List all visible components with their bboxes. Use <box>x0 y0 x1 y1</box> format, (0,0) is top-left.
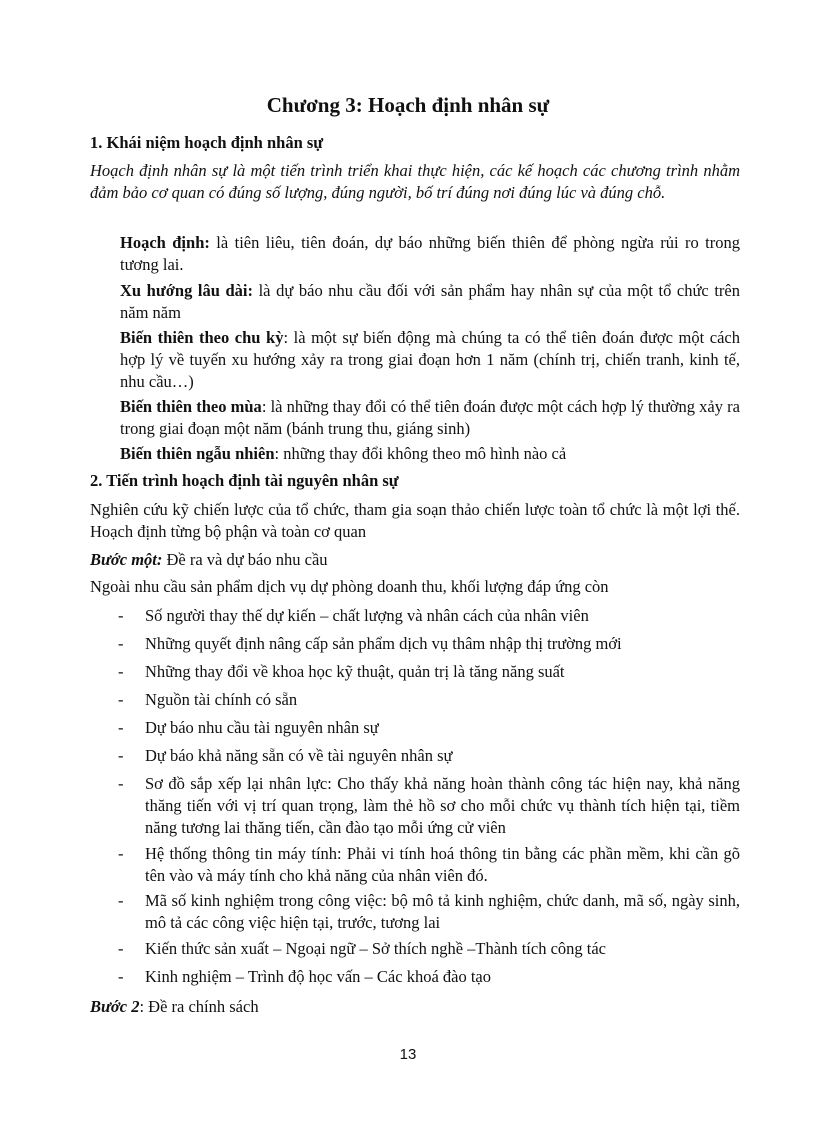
bullet-marker: - <box>118 662 124 681</box>
definition-term: Biến thiên theo mùa <box>120 397 262 416</box>
section-2-heading: 2. Tiến trình hoạch định tài nguyên nhân sự <box>90 471 399 490</box>
definition-text: : là những thay đổi có thể tiên đoán được một cách hợp lý thường xảy ra trong giai đoạn một năm (bánh trung thu, giáng sinh) <box>120 397 741 438</box>
list-item: - Dự báo nhu cầu tài nguyên nhân sự <box>118 718 379 737</box>
chapter-title: Chương 3: Hoạch định nhân sự <box>266 93 550 117</box>
step-2-text: : Đề ra chính sách <box>139 997 259 1016</box>
section-1-intro: Hoạch định nhân sự là một tiến trình triển khai thực hiện, các kế hoạch các chương trình nhằm đảm bảo cơ quan có đúng số lượng, đúng người, bố trí đúng nơi đúng lúc và đúng chỗ. <box>90 161 740 202</box>
list-item: - Nguồn tài chính có sẵn <box>118 690 298 709</box>
definition-text: là tiên liêu, tiên đoán, dự báo những biến thiên để phòng ngừa rủi ro trong tương lai. <box>120 233 740 274</box>
bullet-marker: - <box>118 634 124 653</box>
section-1-heading: 1. Khái niệm hoạch định nhân sự <box>90 133 324 152</box>
definition-text: : những thay đổi không theo mô hình nào cả <box>274 444 567 463</box>
definition-xu-huong <box>120 280 740 324</box>
list-item: - Số người thay thế dự kiến – chất lượng và nhân cách của nhân viên <box>118 606 589 625</box>
definition-term: Hoạch định: <box>120 233 210 252</box>
bullet-marker: - <box>118 967 124 986</box>
list-item: - Sơ đồ sắp xếp lại nhân lực: Cho thấy khả năng hoàn thành công tác hiện nay, khả năng thăng tiến với vị trí quan trọng, làm thẻ hồ sơ cho mỗi chức vụ thành tích hiện tại, tiềm năng tương lai thăng tiến, cần đào tạo mỗi ứng cử viên <box>118 774 740 837</box>
list-item: - Kiến thức sản xuất – Ngoại ngữ – Sở thích nghề –Thành tích công tác <box>118 939 607 958</box>
definition-term: Biến thiên theo chu kỳ <box>120 328 284 347</box>
definition-hoach-dinh <box>120 232 740 276</box>
section-2-intro: Nghiên cứu kỹ chiến lược của tổ chức, tham gia soạn thảo chiến lược toàn tổ chức là một lợi thế. Hoạch định từng bộ phận và toàn cơ quan <box>90 500 740 541</box>
bullet-marker: - <box>118 844 124 863</box>
step-1-lead: Ngoài nhu cầu sản phẩm dịch vụ dự phòng doanh thu, khối lượng đáp ứng còn <box>90 577 609 596</box>
list-item: - Kinh nghiệm – Trình độ học vấn – Các khoá đào tạo <box>118 967 492 986</box>
list-item: - Dự báo khả năng sẵn có về tài nguyên nhân sự <box>118 746 453 765</box>
bullet-marker: - <box>118 746 124 765</box>
definition-chu-ky <box>120 327 740 393</box>
bullet-marker: - <box>118 606 124 625</box>
definition-term: Xu hướng lâu dài: <box>120 281 254 300</box>
step-1 <box>90 550 328 570</box>
definition-term: Biến thiên ngẫu nhiên <box>120 444 275 463</box>
list-item: - Hệ thống thông tin máy tính: Phải vi tính hoá thông tin bằng các phần mềm, khi cần gõ tên vào và máy tính cho khả năng của nhân viên đó. <box>118 844 740 885</box>
definition-theo-mua <box>120 396 740 440</box>
bullet-marker: - <box>118 718 124 737</box>
definition-ngau-nhien <box>120 443 740 465</box>
bullet-marker: - <box>118 690 124 709</box>
step-2 <box>90 997 259 1017</box>
bullet-marker: - <box>118 891 124 910</box>
step-1-text: Đề ra và dự báo nhu cầu <box>162 550 328 569</box>
page-number: 13 <box>399 1046 417 1063</box>
list-item: - Những thay đổi về khoa học kỹ thuật, quản trị là tăng năng suất <box>118 662 565 681</box>
definition-text: : là một sự biến động mà chúng ta có thể tiên đoán được một cách hợp lý về tuyến xu hướng xảy ra trong giai đoạn hơn 1 năm (chính trị, chiến tranh, kinh tế, nhu cầu…) <box>120 328 740 391</box>
step-2-label: Bước 2 <box>90 997 140 1016</box>
definition-text: là dự báo nhu cầu đối với sản phẩm hay nhân sự của một tổ chức trên năm năm <box>120 281 740 322</box>
bullet-marker: - <box>118 939 124 958</box>
list-item: - Những quyết định nâng cấp sản phẩm dịch vụ thâm nhập thị trường mới <box>118 634 622 653</box>
bullet-marker: - <box>118 774 124 793</box>
list-item: - Mã số kinh nghiệm trong công việc: bộ mô tả kinh nghiệm, chức danh, mã số, ngày sinh, mô tả các công việc hiện tại, trước, tương lai <box>118 891 740 932</box>
step-1-label: Bước một: <box>90 550 163 569</box>
